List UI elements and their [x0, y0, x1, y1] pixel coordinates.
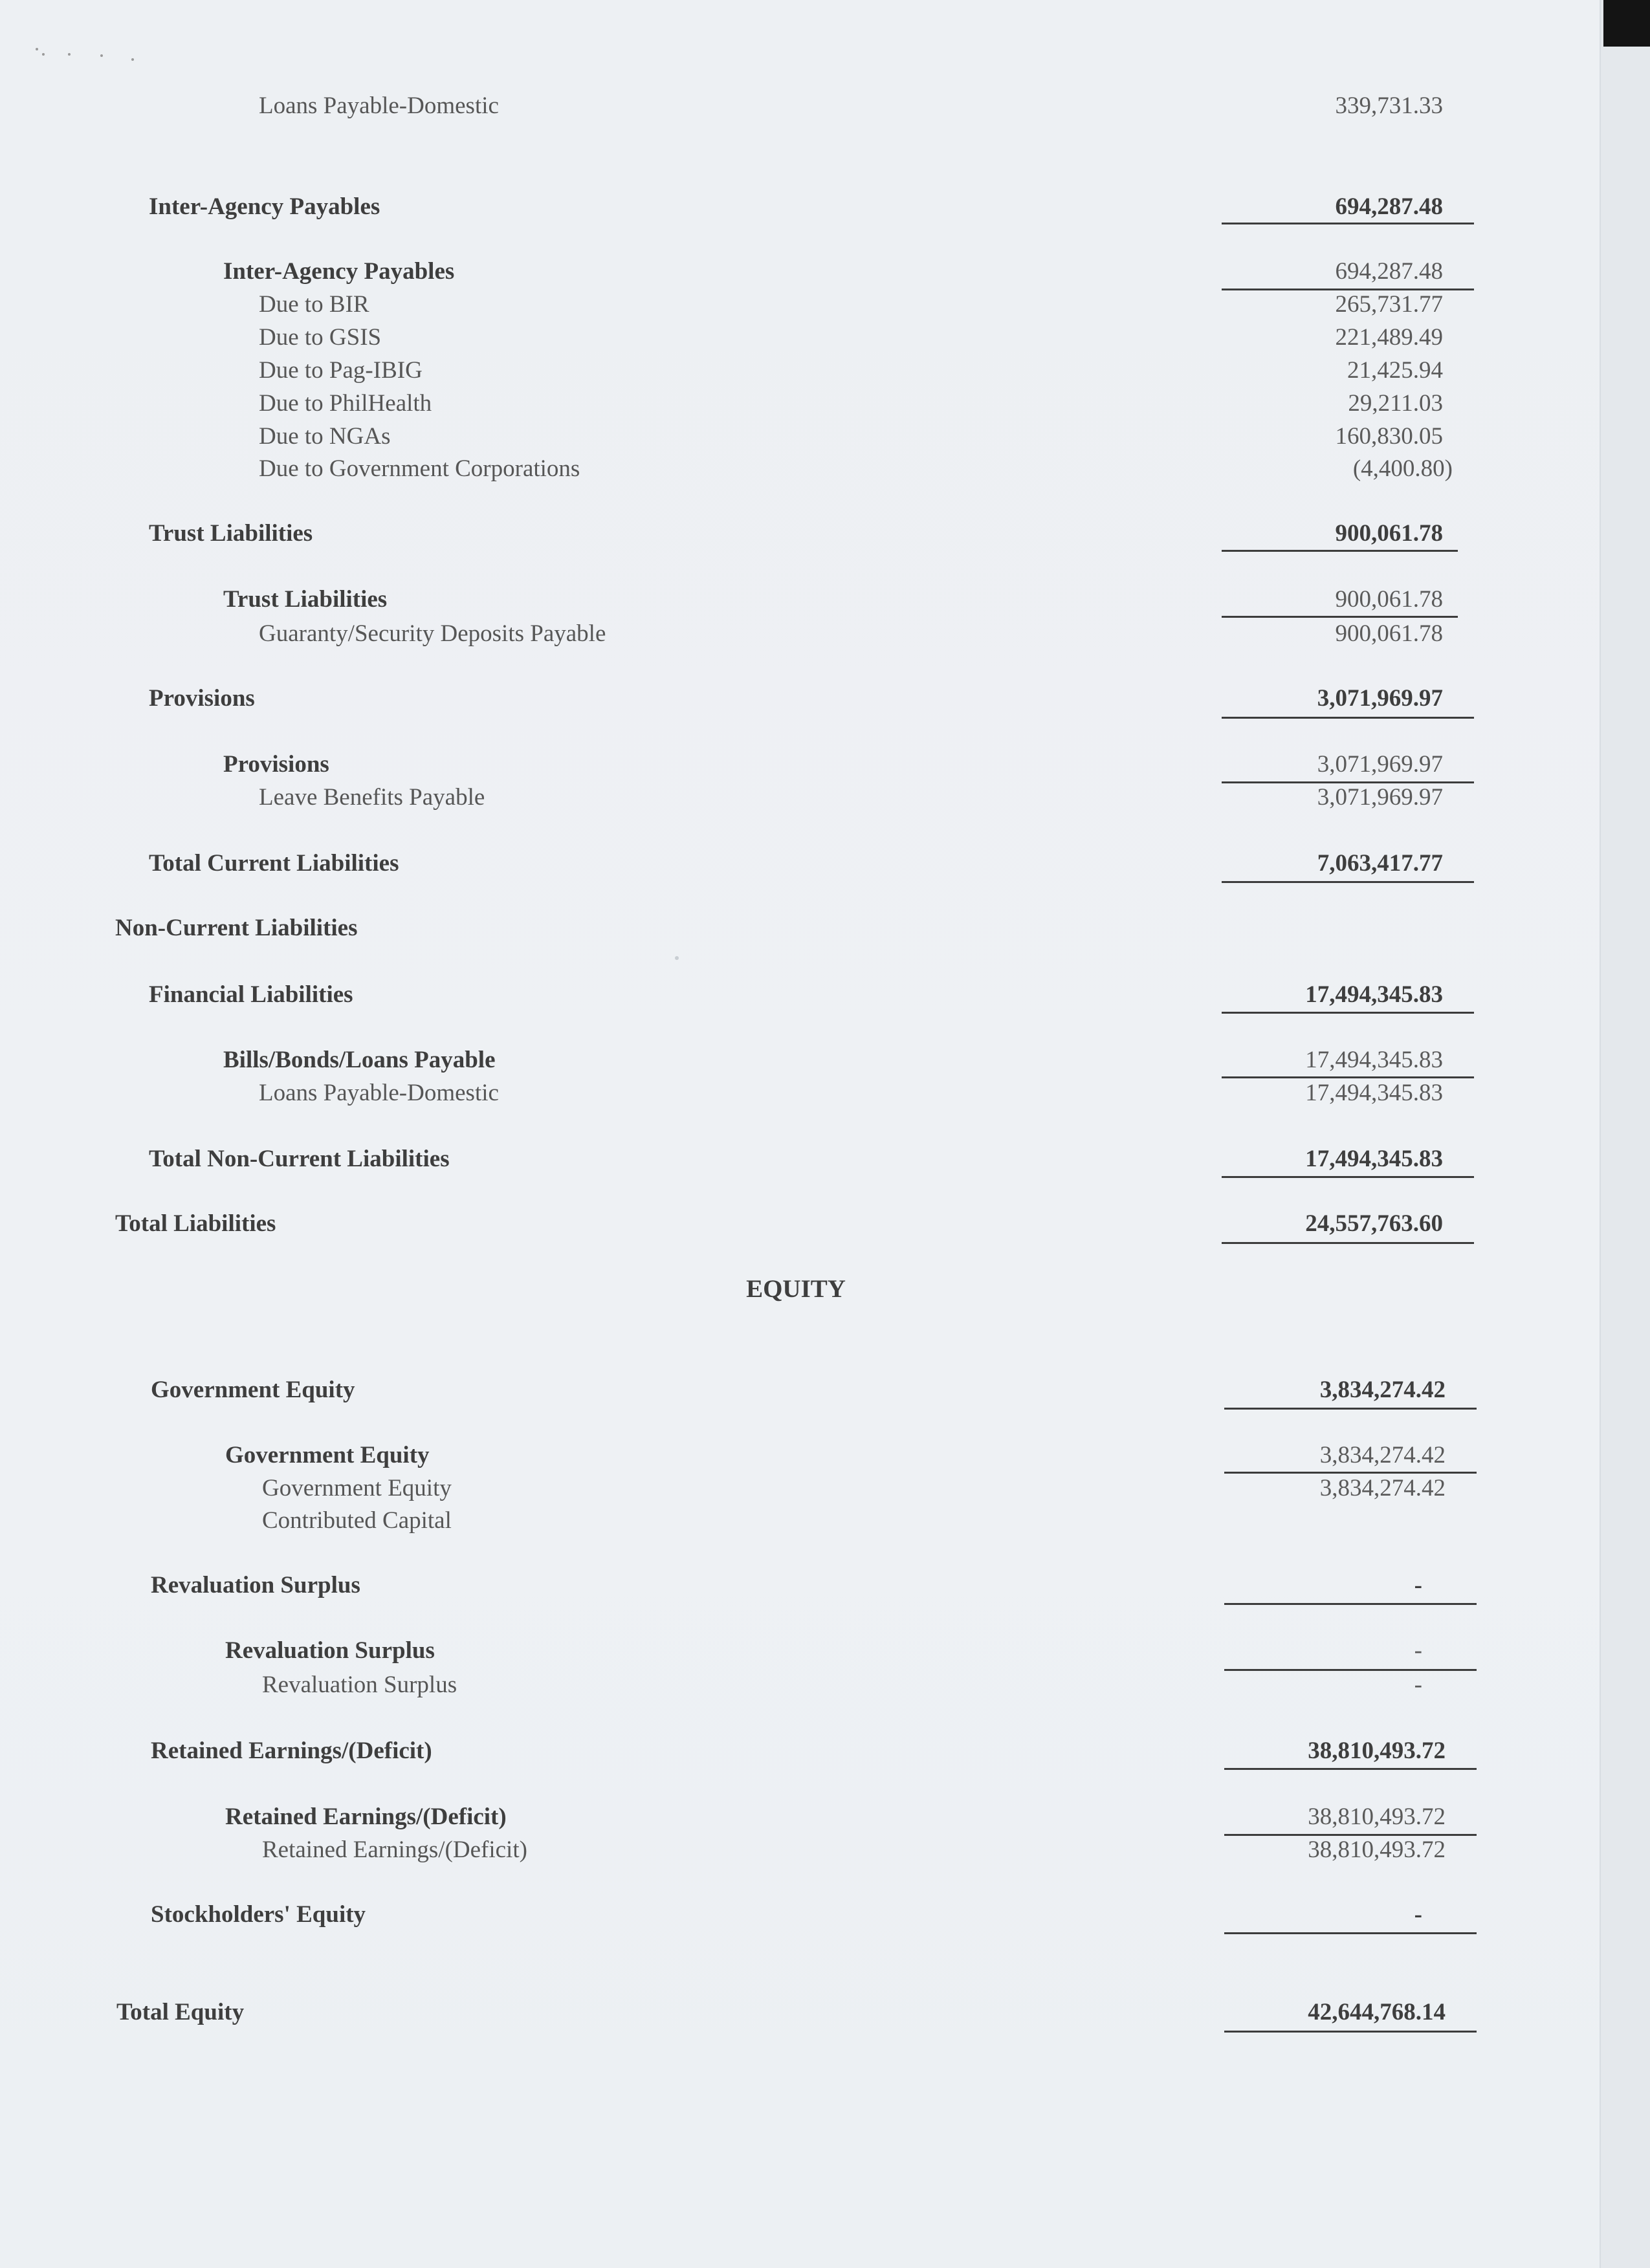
underline [1224, 1603, 1477, 1605]
statement-line [0, 1996, 1600, 2029]
statement-line [0, 1669, 1600, 1701]
line-label: Financial Liabilities [149, 981, 353, 1008]
line-label: Revaluation Surplus [225, 1637, 435, 1664]
statement-line [0, 1044, 1600, 1076]
line-amount: - [1414, 1672, 1422, 1698]
line-amount: 21,425.94 [1347, 357, 1443, 384]
statement-line [0, 618, 1600, 650]
line-amount: 17,494,345.83 [1305, 1047, 1443, 1073]
statement-line [0, 682, 1600, 715]
line-label: Retained Earnings/(Deficit) [151, 1738, 432, 1764]
underline [1224, 1932, 1477, 1934]
line-label: Revaluation Surplus [262, 1672, 457, 1698]
line-amount: 3,834,274.42 [1319, 1475, 1446, 1501]
line-amount: 900,061.78 [1335, 520, 1443, 547]
line-amount: 3,071,969.97 [1317, 685, 1443, 712]
line-amount: 29,211.03 [1348, 390, 1443, 417]
line-label: Non-Current Liabilities [115, 915, 358, 941]
statement-line [0, 912, 1600, 944]
statement-line [0, 90, 1600, 122]
underline [1222, 881, 1474, 883]
underline [1224, 2031, 1477, 2033]
line-label: Due to Pag-IBIG [259, 357, 423, 384]
line-label: Total Equity [116, 1999, 245, 2025]
line-amount: 900,061.78 [1335, 620, 1443, 647]
statement-line [0, 1801, 1600, 1833]
line-amount: 17,494,345.83 [1305, 1080, 1443, 1106]
line-label: Trust Liabilities [149, 520, 313, 547]
line-label: Bills/Bonds/Loans Payable [223, 1047, 496, 1073]
line-label: Total Non-Current Liabilities [149, 1146, 450, 1172]
line-label: Provisions [149, 685, 255, 712]
underline [1224, 1768, 1477, 1770]
line-amount: 694,287.48 [1335, 193, 1443, 220]
line-amount: 160,830.05 [1335, 423, 1443, 450]
underline [1222, 1242, 1474, 1244]
underline [1222, 717, 1474, 719]
line-label: Government Equity [225, 1442, 430, 1468]
underline [1222, 223, 1474, 224]
line-amount: - [1414, 1901, 1422, 1928]
line-label: Leave Benefits Payable [259, 784, 485, 811]
statement-line [0, 1735, 1600, 1767]
statement-line [0, 1834, 1600, 1866]
statement-line [0, 1374, 1600, 1406]
line-amount: - [1414, 1637, 1422, 1664]
statement-line [0, 979, 1600, 1011]
line-amount: - [1414, 1572, 1422, 1598]
line-label: Trust Liabilities [223, 586, 388, 613]
line-amount: 339,731.33 [1335, 93, 1443, 119]
statement-line [0, 1439, 1600, 1472]
line-amount: 38,810,493.72 [1308, 1738, 1446, 1764]
statement-line [0, 518, 1600, 550]
line-label: Provisions [223, 751, 329, 778]
line-amount: 3,834,274.42 [1319, 1442, 1446, 1468]
underline [1224, 1408, 1477, 1410]
underline [1222, 1012, 1474, 1014]
statement-line [0, 453, 1600, 485]
line-label: Total Liabilities [115, 1210, 276, 1237]
line-label: Retained Earnings/(Deficit) [262, 1837, 527, 1863]
statement-line [0, 1472, 1600, 1505]
scan-corner-shadow [1603, 0, 1650, 47]
line-label: Revaluation Surplus [151, 1572, 360, 1598]
scan-dot [675, 956, 679, 960]
line-amount: 3,071,969.97 [1317, 784, 1443, 811]
line-label: Total Current Liabilities [149, 850, 399, 877]
statement-line [0, 191, 1600, 223]
line-amount: 24,557,763.60 [1305, 1210, 1443, 1237]
line-amount: 221,489.49 [1335, 324, 1443, 351]
statement-line [0, 1899, 1600, 1931]
statement-line [0, 1208, 1600, 1240]
statement-line [0, 322, 1600, 354]
line-label: Government Equity [151, 1377, 355, 1403]
underline [1222, 1176, 1474, 1178]
line-amount: 17,494,345.83 [1305, 1146, 1443, 1172]
page-edge [1600, 0, 1650, 2268]
line-amount: 3,071,969.97 [1317, 751, 1443, 778]
statement-line [0, 420, 1600, 453]
statement-line [0, 1569, 1600, 1602]
line-amount: 265,731.77 [1335, 291, 1443, 318]
line-label: Stockholders' Equity [151, 1901, 366, 1928]
line-label: Retained Earnings/(Deficit) [225, 1804, 507, 1830]
line-label: Due to NGAs [259, 423, 391, 450]
line-label: Due to GSIS [259, 324, 382, 351]
line-amount: 38,810,493.72 [1308, 1837, 1446, 1863]
line-label: Due to BIR [259, 291, 369, 318]
statement-line [0, 781, 1600, 814]
statement-line [0, 1077, 1600, 1109]
statement-line [0, 1635, 1600, 1667]
statement-line [0, 256, 1600, 288]
line-amount: 7,063,417.77 [1317, 850, 1443, 877]
statement-line [0, 748, 1600, 781]
line-amount: 694,287.48 [1335, 258, 1443, 285]
statement-line [0, 387, 1600, 420]
scan-specks [36, 44, 146, 63]
line-label: Inter-Agency Payables [149, 193, 380, 220]
statement-line [0, 289, 1600, 321]
line-label: Due to PhilHealth [259, 390, 432, 417]
line-amount: 900,061.78 [1335, 586, 1443, 613]
line-label: Loans Payable-Domestic [259, 93, 499, 119]
line-label: Guaranty/Security Deposits Payable [259, 620, 606, 647]
line-amount: 3,834,274.42 [1319, 1377, 1446, 1403]
line-amount: 17,494,345.83 [1305, 981, 1443, 1008]
underline [1222, 550, 1458, 552]
line-amount: 38,810,493.72 [1308, 1804, 1446, 1830]
statement-line [0, 847, 1600, 880]
line-label: Contributed Capital [262, 1507, 452, 1534]
line-amount: 42,644,768.14 [1308, 1999, 1446, 2025]
equity-heading: EQUITY [746, 1275, 846, 1303]
line-label: Government Equity [262, 1475, 452, 1501]
line-amount: (4,400.80) [1352, 455, 1453, 482]
statement-line [0, 354, 1600, 387]
statement-line [0, 583, 1600, 616]
line-label: Inter-Agency Payables [223, 258, 455, 285]
line-label: Loans Payable-Domestic [259, 1080, 499, 1106]
statement-line [0, 1505, 1600, 1537]
statement-line [0, 1143, 1600, 1175]
line-label: Due to Government Corporations [259, 455, 580, 482]
